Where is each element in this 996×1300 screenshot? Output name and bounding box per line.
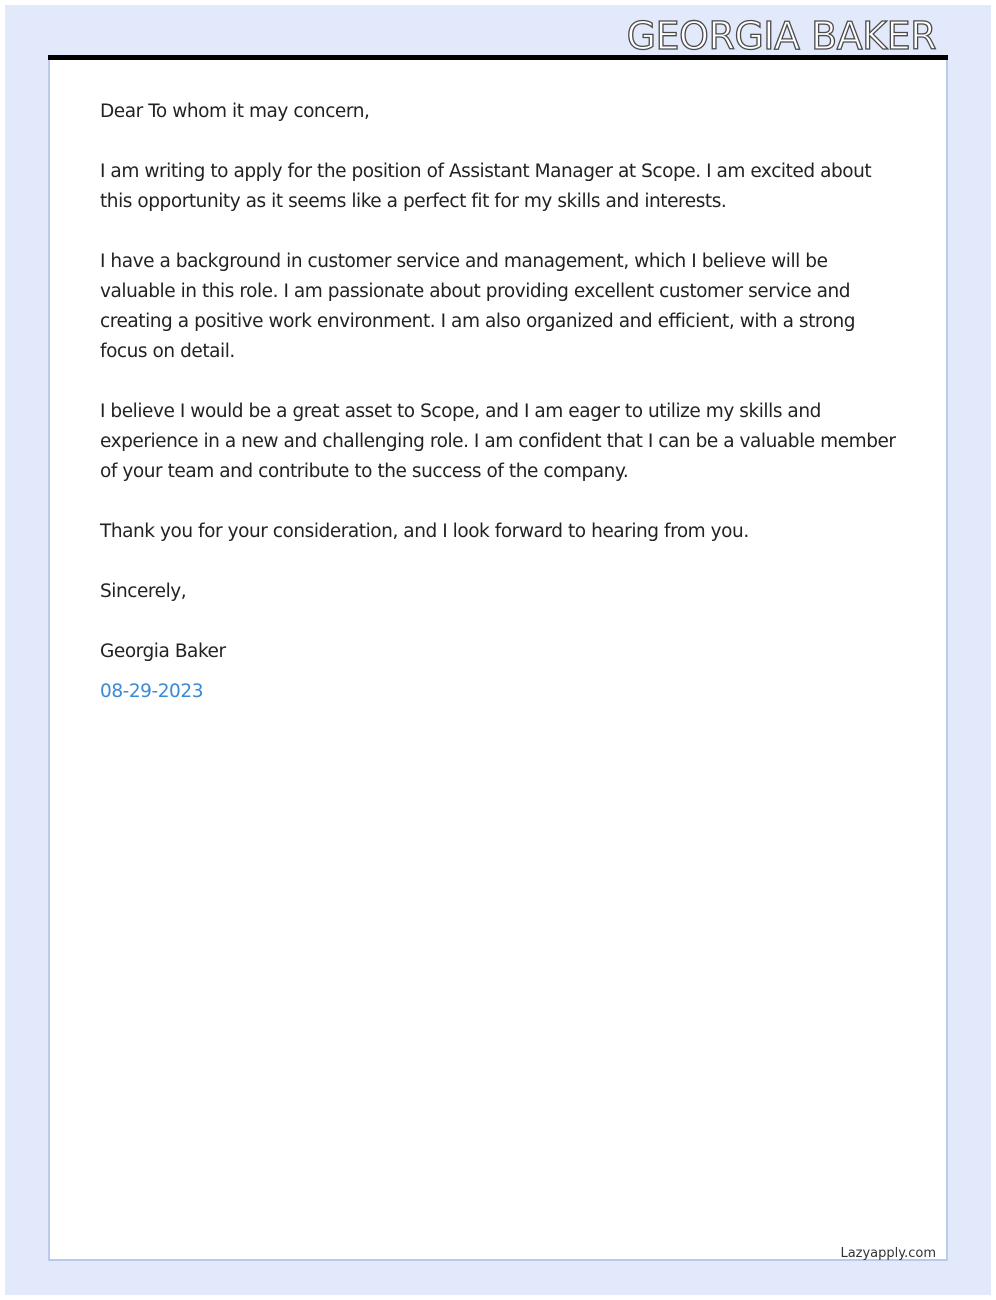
paragraph-asset: I believe I would be a great asset to Scope, and I am eager to utilize my skills and experience in a new and challenging role. I am confident that I can be a valuable member of your team and contribute to the success of the company. <box>100 401 896 482</box>
footer-brand: Lazyapply.com <box>840 1246 936 1261</box>
letter-date: 08-29-2023 <box>100 681 204 702</box>
closing: Sincerely, <box>100 581 187 602</box>
salutation: Dear To whom it may concern, <box>100 101 370 122</box>
cover-letter-body <box>100 97 900 707</box>
paragraph-thanks: Thank you for your consideration, and I look forward to hearing from you. <box>100 521 749 542</box>
signature-name: Georgia Baker <box>100 641 226 662</box>
paragraph-intro: I am writing to apply for the position of Assistant Manager at Scope. I am excited about this opportunity as it seems like a perfect fit for my skills and interests. <box>100 161 872 212</box>
paragraph-background: I have a background in customer service and management, which I believe will be valuable in this role. I am passionate about providing excellent customer service and creating a positive work environment. I am also organized and efficient, with a strong focus on detail. <box>100 251 856 362</box>
header-name: GEORGIA BAKER <box>626 14 936 58</box>
